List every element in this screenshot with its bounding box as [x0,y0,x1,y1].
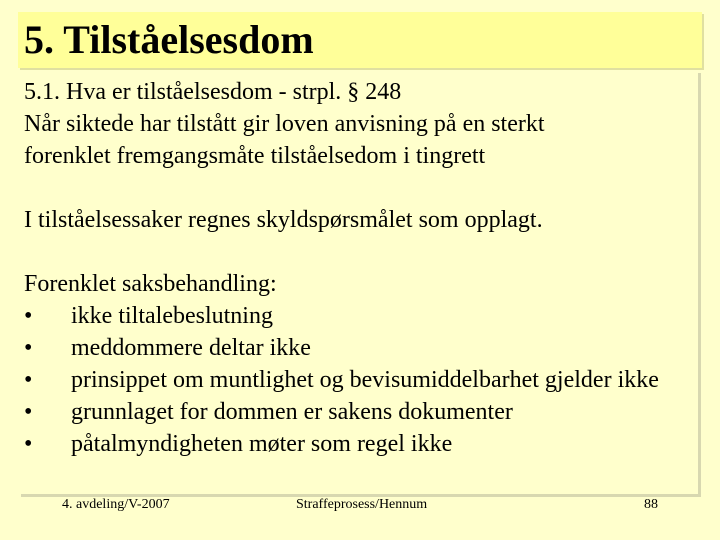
slide-title: 5. Tilståelsesdom [24,17,314,62]
paragraph-simplified-heading: Forenklet saksbehandling: [24,271,277,297]
list-item-text: meddommere deltar ikke [71,335,311,361]
bullet-icon: • [24,431,33,457]
list-item [24,364,684,396]
list-item-text: grunnlaget for dommen er sakens dokumenter [71,399,513,425]
bullet-icon: • [24,303,33,329]
bullet-icon: • [24,335,33,361]
paragraph-definition [24,76,545,172]
paragraph-line: 5.1. Hva er tilståelsesdom - strpl. § 248 [24,79,402,105]
bullet-icon: • [24,367,33,393]
content-box [18,70,698,494]
title-bar [18,12,702,68]
list-item [24,300,684,332]
paragraph-line: forenklet fremgangsmåte tilståelsedom i tingrett [24,143,486,169]
list-item [24,396,684,428]
list-item-text: prinsippet om muntlighet og bevisumiddelbarhet gjelder ikke [71,367,659,393]
footer-course: Straffeprosess/Hennum [296,497,428,512]
bullet-list [24,300,684,460]
paragraph-line: Når siktede har tilstått gir loven anvisning på en sterkt [24,111,545,137]
footer-department: 4. avdeling/V-2007 [62,497,170,512]
list-item [24,428,684,460]
paragraph-guilt: I tilståelsessaker regnes skyldspørsmålet som opplagt. [24,207,543,233]
list-item [24,332,684,364]
list-item-text: påtalmyndigheten møter som regel ikke [71,431,453,457]
footer-page-number: 88 [644,497,658,512]
bullet-icon: • [24,399,33,425]
list-item-text: ikke tiltalebeslutning [71,303,273,329]
